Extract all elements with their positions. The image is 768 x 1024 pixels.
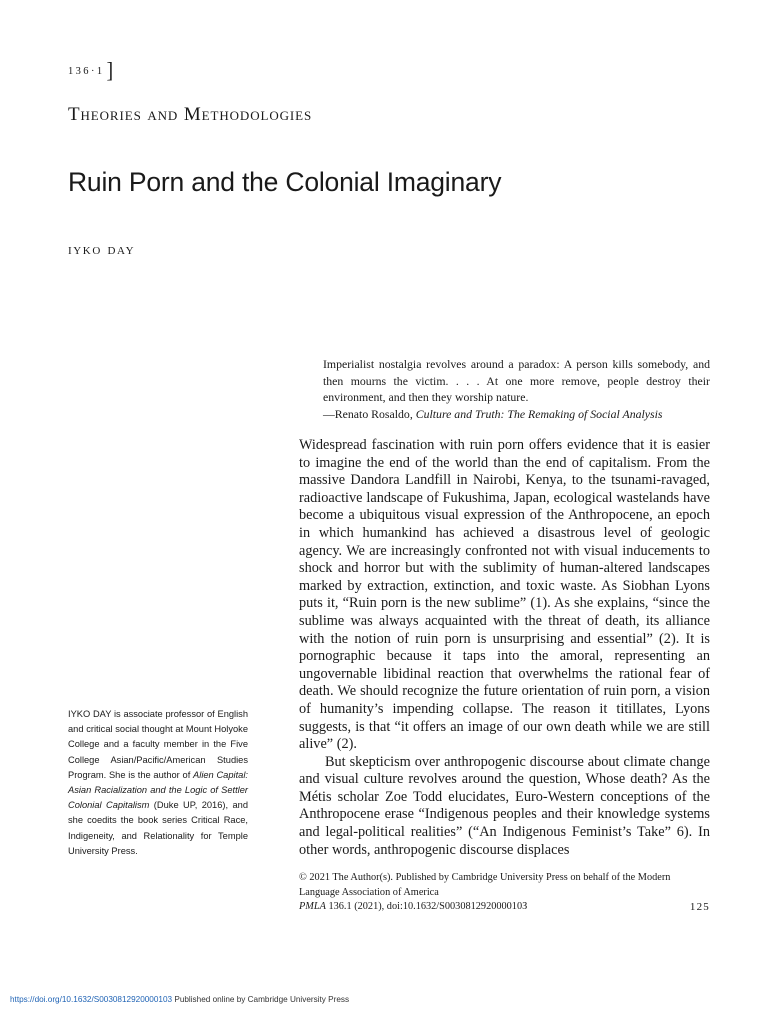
epigraph-attribution-work: Culture and Truth: The Remaking of Social Analysis xyxy=(415,406,663,421)
citation xyxy=(299,900,527,915)
issue-bracket: ] xyxy=(106,58,114,84)
doi-link[interactable]: https://doi.org/10.1632/S0030812920000103 xyxy=(10,995,173,1004)
bio-book-title: Alien Capital: Asian Racialization and the Logic of Settler Colonial Capitalism xyxy=(68,769,248,811)
journal-name: PMLA xyxy=(299,901,326,912)
bio-text-1: IYKO DAY is associate professor of English and critical social thought at Mount Holyoke College and a faculty member in the Five College Asian/Pacific/American Studies Program. She is the author of xyxy=(68,709,248,780)
copyright-notice: © 2021 The Author(s). Published by Cambridge University Press on behalf of the Modern Language Association of America xyxy=(299,872,671,898)
footer xyxy=(10,995,349,1004)
body-paragraph: But skepticism over anthropogenic discourse about climate change and visual culture revolves around the question, Whose death? As the Métis scholar Zoe Todd elucidates, Euro-Western conceptions of the Anthropocene erase “Indigenous peoples and their knowledge systems and legal-political realities” (“An Indigenous Feminist’s Take” 6). In other words, anthropogenic discourse displaces xyxy=(299,753,710,858)
issue-number xyxy=(68,60,113,83)
citation-details: 136.1 (2021), doi:10.1632/S003081292000010З xyxy=(325,901,528,912)
article-body xyxy=(299,437,710,859)
article-title: Ruin Porn and the Colonial Imaginary xyxy=(68,167,502,197)
epigraph-attribution xyxy=(323,406,710,423)
citation-line xyxy=(299,900,710,915)
epigraph-quote: Imperialist nostalgia revolves around a paradox: A person kills somebody, and then mourns the victim. . . . At one more remove, people destroy their environment, and then they worship nature. xyxy=(323,357,710,404)
copyright-block xyxy=(299,871,710,915)
author-name: iyko day xyxy=(68,241,136,258)
epigraph xyxy=(323,356,710,422)
author-bio xyxy=(68,707,248,859)
body-paragraph: Widespread fascination with ruin porn offers evidence that it is easier to imagine the end of the world than the end of capitalism. From the massive Dandora Landfill in Nairobi, Kenya, to the tsunami-ravaged, radioactive landscape of Fukushima, Japan, ecological wastelands have become a ubiquitous visual expression of the Anthropocene, an epoch in which humankind has achieved a disastrous level of geologic agency. We are increasingly confronted not with visual inducements to shock and horror but with the sublimity of human-altered landscapes marked by extraction, extinction, and toxic waste. As Siobhan Lyons puts it, “Ruin porn is the new sublime” (1). As she explains, “since the sublime was always acquainted with the threat of death, its alliance with the notion of ruin porn is unsurprising and essential” (2). It is pornographic because it taps into the amoral, representing an ungovernable libidinal reaction that overwhelms the rational fear of death. We should recognize the future orientation of ruin porn, a vision of humanity’s impending collapse. The reason it titillates, Lyons suggests, is that “it offers an image of our own death while we are still alive” (2). xyxy=(299,437,710,753)
issue-number-text: 136·1 xyxy=(68,66,105,77)
page-number: 125 xyxy=(689,901,710,913)
published-online-text: Published online by Cambridge University Press xyxy=(172,995,350,1004)
epigraph-attribution-author: —Renato Rosaldo, xyxy=(323,406,416,421)
section-heading: Theories and Methodologies xyxy=(68,104,313,125)
bio-text-2: (Duke UP, 2016), and she coedits the book series Critical Race, Indigeneity, and Relationality for Temple University Press. xyxy=(68,800,248,856)
